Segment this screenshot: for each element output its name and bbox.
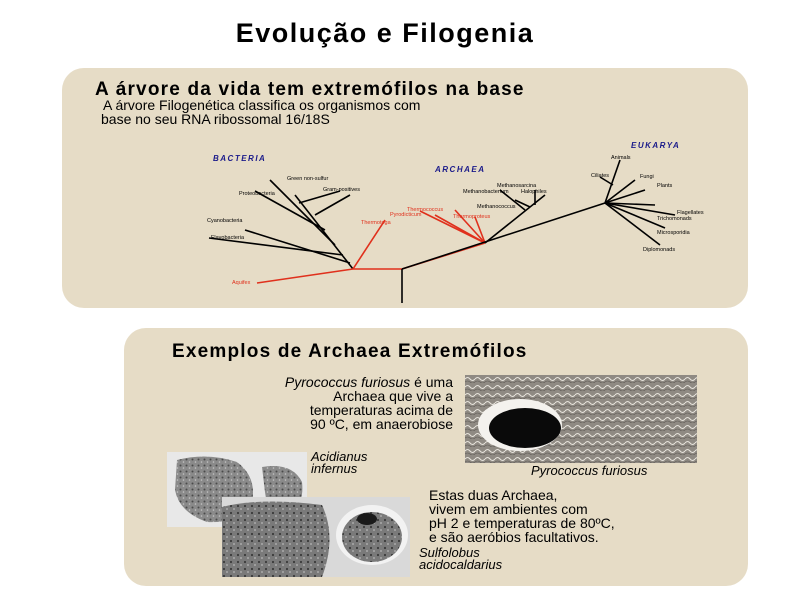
tree-label: Animals [611, 155, 631, 161]
domain-bacteria: BACTERIA [213, 154, 267, 163]
pyrococcus-desc-line1 [180, 375, 453, 389]
sulfolobus-micrograph [222, 497, 410, 577]
tree-label: Thermotoga [361, 220, 391, 226]
pyrococcus-desc-line1-rest: é uma [410, 374, 453, 390]
pyrococcus-desc [180, 375, 453, 431]
tree-label: Fungi [640, 174, 654, 180]
archaea-pair-desc [429, 488, 615, 544]
tree-label: Green non-sulfur [287, 176, 329, 182]
tree-label: Thermoproteus [453, 214, 491, 220]
tree-label: Methanobacterium [463, 189, 509, 195]
pyrococcus-caption: Pyrococcus furiosus [531, 463, 648, 478]
tree-label: Plants [657, 183, 673, 189]
archaea-pair-desc-line2: vivem em ambientes com [429, 501, 588, 517]
tree-label: Flagellates [677, 210, 704, 216]
archaea-pair-desc-line1: Estas duas Archaea, [429, 487, 558, 503]
archaea-eukarya-branches [402, 160, 675, 303]
tree-label: Halophiles [521, 189, 547, 195]
tree-label: Ciliates [591, 173, 610, 179]
domain-eukarya: EUKARYA [631, 141, 681, 150]
pyrococcus-micrograph [465, 375, 697, 463]
acidianus-caption-line2: infernus [311, 461, 358, 476]
acidianus-caption [311, 451, 367, 475]
tree-label: Gram-positives [323, 187, 360, 193]
phylogenetic-tree [195, 135, 735, 310]
tree-label: Cyanobacteria [207, 218, 243, 224]
phylogeny-desc-line1: A árvore Filogenética classifica os organismos com [103, 97, 421, 113]
pyrococcus-desc-line3: temperaturas acima de [309, 402, 453, 418]
sulfolobus-caption-line1: Sulfolobus [419, 545, 480, 560]
tree-label: Methanosarcina [497, 183, 537, 189]
tree-label: Diplomonads [643, 247, 676, 253]
tree-label: Aquifex [232, 280, 251, 286]
tree-label: Thermococcus [407, 207, 444, 213]
pyrococcus-desc-line4: 90 ºC, em anaerobiose [310, 416, 453, 432]
page-title: Evolução e Filogenia [235, 18, 535, 48]
archaea-pair-desc-line4: e são aeróbios facultativos. [429, 529, 599, 545]
phylogeny-heading: A árvore da vida tem extremófilos na base [95, 79, 525, 100]
tree-label: Pyrodicticum [390, 212, 422, 218]
tree-label: Microsporidia [657, 230, 690, 236]
bacteria-branches [209, 180, 353, 269]
sulfolobus-caption [419, 547, 502, 571]
tree-label: Methanococcus [477, 204, 516, 210]
acidianus-caption-line1: Acidianus [311, 449, 368, 464]
sulfolobus-caption-line2: acidocaldarius [419, 557, 503, 572]
tree-label: Trichomonads [657, 216, 692, 222]
domain-archaea: ARCHAEA [435, 165, 486, 174]
phylogeny-desc-line2: base no seu RNA ribossomal 16/18S [101, 111, 330, 127]
pyrococcus-desc-name: Pyrococcus furiosus [284, 374, 411, 390]
tree-label: Proteobacteria [239, 191, 275, 197]
pyrococcus-desc-line2: Archaea que vive a [333, 388, 453, 404]
tree-label: Flavobacteria [211, 235, 245, 241]
archaea-heading: Exemplos de Archaea Extremófilos [172, 341, 528, 362]
archaea-pair-desc-line3: pH 2 e temperaturas de 80ºC, [429, 515, 615, 531]
